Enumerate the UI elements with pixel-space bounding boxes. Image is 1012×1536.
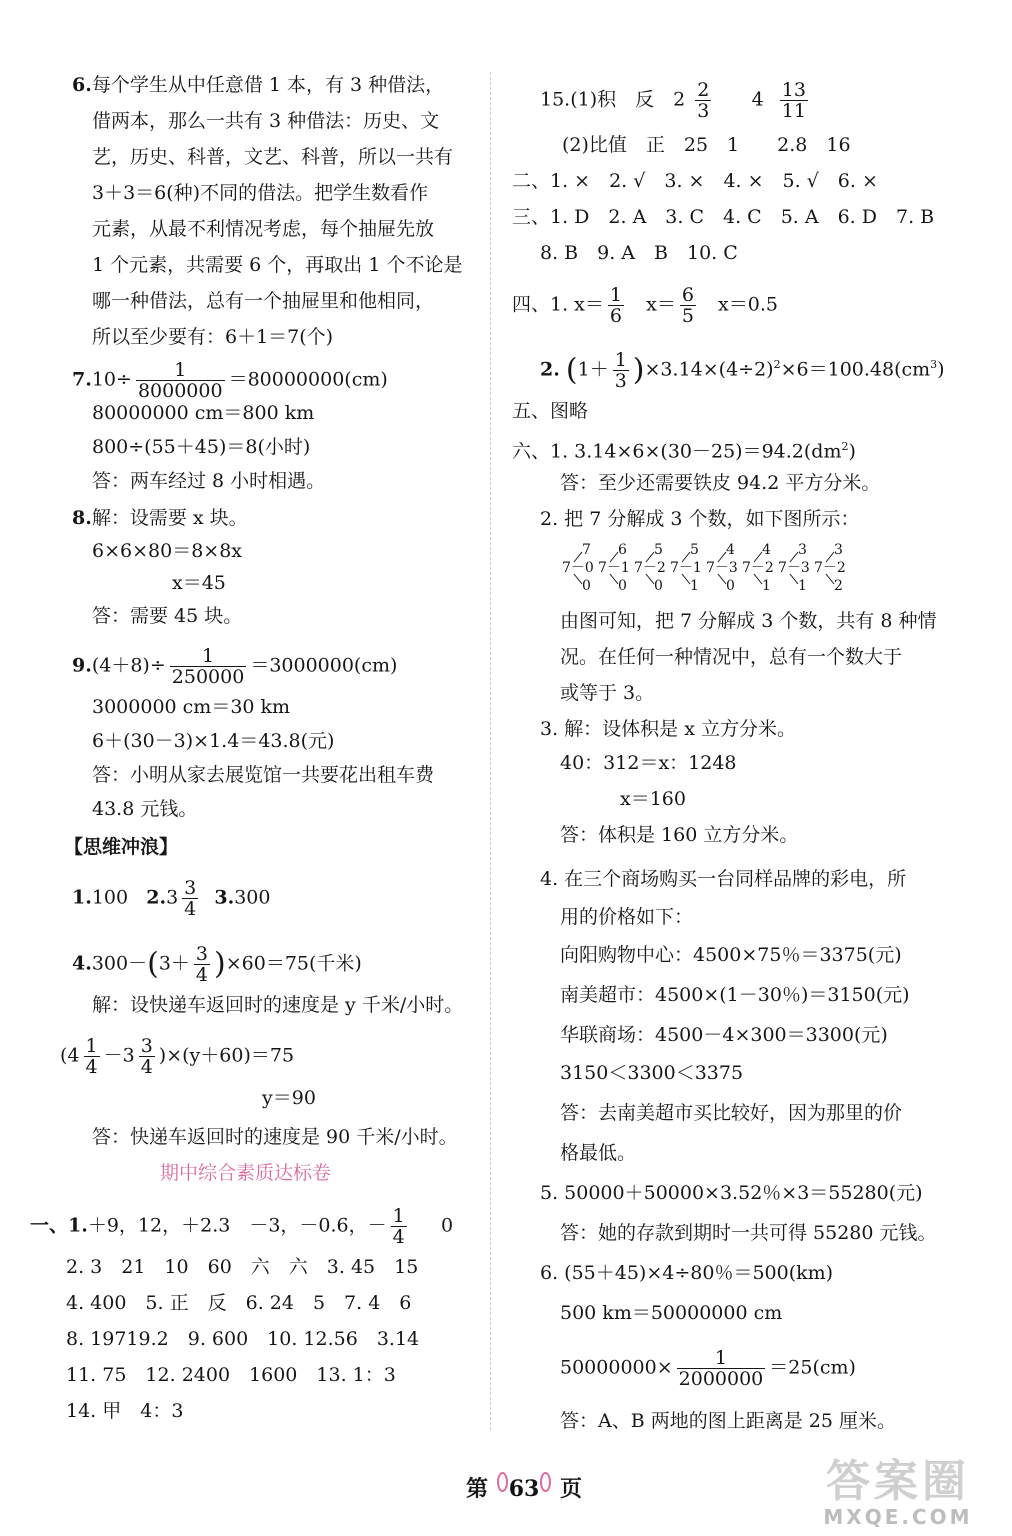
r-q4-line-8: 格最低。: [560, 1142, 637, 1164]
exam-row-4: 8. 19719.2 9. 600 10. 12.56 3.14: [66, 1328, 420, 1350]
r-q6-text-a: 50000000×: [560, 1356, 673, 1379]
section-heading-thinking: 【思维冲浪】: [64, 836, 179, 858]
q6-line-4: 3＋3＝6(种)不同的借法。把学生数看作: [92, 182, 429, 204]
r-q4-line-4: 南美超市：4500×(1－30％)＝3150(元): [560, 984, 910, 1006]
q8-line-4: 答：需要 45 块。: [92, 605, 243, 627]
decomposition-item: [814, 542, 846, 594]
s4-den-2: 5: [681, 305, 694, 327]
r-q4-line-2: 用的价格如下：: [560, 906, 694, 928]
tree-bottom-value: 0: [654, 578, 663, 594]
q9-line-5: 43.8 元钱。: [92, 798, 198, 820]
r-q5-line-2: 答：她的存款到期时一共可得 55280 元钱。: [560, 1222, 937, 1244]
thinking-q4-line-5: 答：快递车返回时的速度是 90 千米/小时。: [92, 1126, 458, 1148]
t4-text-b: 3＋: [158, 952, 190, 975]
s4-num-2: 6: [681, 284, 694, 306]
s6-text: 六、1. 3.14×6×(30－25)＝94.2(dm: [512, 440, 842, 463]
r-q4-line-7: 答：去南美超市买比较好，因为那里的价: [560, 1102, 903, 1124]
tree-top-value: 4: [762, 542, 771, 558]
t3-answer: 300: [234, 886, 271, 909]
q8-number: 8.: [72, 507, 92, 529]
q8-line-2: 6×6×80＝8×8x: [92, 540, 243, 562]
t2-denominator: 4: [184, 898, 197, 920]
exam-row-6: 14. 甲 4：3: [66, 1400, 184, 1422]
watermark-logo: [798, 1458, 998, 1528]
r-q6-line-1: 6. (55＋45)×4÷80％＝500(km): [540, 1262, 834, 1284]
thinking-line-1: [72, 878, 270, 919]
r15-text-a: 15.(1)积 反 2: [540, 88, 686, 111]
tree-split-expression: 7－0: [562, 560, 594, 576]
bunny-ear-icon: [497, 1472, 508, 1492]
q9-line-2: 3000000 cm＝30 km: [92, 696, 291, 718]
s4-x2: x＝: [646, 293, 676, 316]
t4-eq-den-2: 4: [140, 1056, 153, 1078]
section-6-line-1: [512, 434, 856, 464]
r15-num-1: 2: [697, 79, 710, 101]
t4-eq-a: (4: [60, 1044, 80, 1067]
section-3-line-2: 8. B 9. A B 10. C: [540, 242, 738, 264]
tree-top-value: 3: [798, 542, 807, 558]
q6-line-2: 借两本，那么一共有 3 种借法：历史、文: [92, 110, 440, 132]
tree-top-value: 6: [618, 542, 627, 558]
q9-fraction: [170, 646, 247, 687]
t2-fraction: [182, 878, 198, 919]
page-suffix: 页: [559, 1476, 582, 1502]
exam-r1-number: 一、1.: [30, 1214, 88, 1237]
r-q5-line-1: 5. 50000＋50000×3.52％×3＝55280(元): [540, 1182, 923, 1204]
s4-q2-fraction: [613, 350, 629, 391]
r-q3-line-4: 答：体积是 160 立方分米。: [560, 824, 799, 846]
exam-r1-den: 4: [392, 1226, 405, 1248]
paren-close: ): [214, 946, 226, 982]
q9-line-3: 6＋(30－3)×1.4＝43.8(元): [92, 730, 335, 752]
q9-text-b: ＝3000000(cm): [250, 654, 398, 677]
s4-x3: x＝0.5: [718, 293, 778, 316]
decomposition-item: [670, 542, 702, 594]
q7-line-4: 答：两车经过 8 小时相遇。: [92, 470, 326, 492]
q7-text-b: ＝80000000(cm): [228, 368, 388, 391]
tree-top-value: 7: [582, 542, 591, 558]
tree-bottom-value: 0: [726, 578, 735, 594]
tree-top-value: 4: [726, 542, 735, 558]
q9-line-1: [72, 646, 397, 687]
r-q3-line-1: 3. 解：设体积是 x 立方分米。: [540, 718, 796, 740]
s4-den-1: 6: [609, 305, 622, 327]
page-number-value: 63: [508, 1476, 540, 1502]
q7-line-1: [72, 360, 388, 401]
s4-num-1: 1: [609, 284, 622, 306]
r-q6-line-3: [560, 1348, 856, 1389]
decomposition-item: [742, 542, 774, 594]
t2-number: 2.: [146, 886, 167, 909]
r-q2-line-1: 2. 把 7 分解成 3 个数，如下图所示：: [540, 508, 860, 530]
q7-line-3: 800÷(55＋45)＝8(小时): [92, 436, 311, 458]
t2-numerator: 3: [184, 877, 197, 899]
q6-text: 每个学生从中任意借 1 本，有 3 种借法，: [91, 74, 445, 96]
r-q2-line-2: 由图可知，把 7 分解成 3 个数，共有 8 种情: [560, 610, 937, 632]
tree-split-expression: 7－3: [706, 560, 738, 576]
thinking-q4-line-1: [72, 944, 362, 985]
exam-row-3: 4. 400 5. 正 反 6. 24 5 7. 4 6: [66, 1292, 412, 1314]
t1-number: 1.: [72, 886, 92, 909]
q6-line-6: 1 个元素，共需要 6 个，再取出 1 个不论是: [92, 254, 463, 276]
q7-denominator: 8000000: [137, 380, 223, 402]
r15-den-2: 11: [781, 100, 806, 122]
s4-q2-sup-1: 2: [773, 358, 781, 372]
r-q6-den: 2000000: [678, 1368, 764, 1390]
q6-line-7: 哪一种借法，总有一个抽屉里和他相同，: [92, 290, 435, 312]
q9-number: 9.: [72, 654, 92, 677]
r-q4-line-1: 4. 在三个商场购买一台同样品牌的彩电，所: [540, 868, 907, 890]
paren-open: (: [565, 352, 578, 388]
q7-number: 7.: [72, 368, 92, 391]
r-q6-text-b: ＝25(cm): [769, 1356, 856, 1379]
paren-open: (: [147, 946, 159, 982]
t4-text-a: 300－: [91, 952, 148, 975]
t4-eq-num-2: 3: [140, 1035, 153, 1057]
q7-fraction: [136, 360, 225, 401]
section-4-line-1: [512, 285, 778, 326]
thinking-q4-line-2: 解：设快递车返回时的速度是 y 千米/小时。: [92, 994, 464, 1016]
decomposition-item: [778, 542, 810, 594]
column-divider: [490, 72, 491, 1430]
exam-title: 期中综合素质达标卷: [160, 1162, 332, 1184]
r15-line-1: [540, 80, 812, 121]
t4-text-c: ×60＝75(千米): [225, 952, 362, 975]
tree-bottom-value: 1: [762, 578, 771, 594]
r-q4-line-6: 3150＜3300＜3375: [560, 1062, 744, 1084]
t4-numerator: 3: [195, 943, 209, 965]
r-q2-line-3: 况。在任何一种情况中，总有一个数大于: [560, 646, 903, 668]
section-6-line-2: 答：至少还需要铁皮 94.2 平方分米。: [560, 472, 881, 494]
s4-q2-sup-2: 3: [930, 358, 938, 372]
t4-number: 4.: [72, 952, 92, 975]
t4-denominator: 4: [195, 964, 209, 986]
t3-number: 3.: [214, 886, 235, 909]
r-q4-line-3: 向阳购物中心：4500×75％＝3375(元): [560, 944, 902, 966]
r15-text-b: 4: [751, 88, 764, 111]
t4-eq-den-1: 4: [85, 1056, 98, 1078]
q6-number: 6.: [72, 74, 92, 96]
section-4-line-2: [540, 350, 945, 391]
section-5: 五、图略: [512, 400, 589, 422]
q7-text-a: 10÷: [91, 368, 132, 391]
q9-line-4: 答：小明从家去展览馆一共要花出租车费: [92, 764, 435, 786]
exam-r1-text: ＋9，12，＋2.3 －3，－0.6，－: [87, 1214, 387, 1237]
t4-eq-num-1: 1: [85, 1035, 98, 1057]
r15-num-2: 13: [781, 79, 806, 101]
s4-x1: 四、1. x＝: [512, 293, 604, 316]
exam-row-5: 11. 75 12. 2400 1600 13. 1：3: [66, 1364, 396, 1386]
q9-denominator: 250000: [171, 666, 245, 688]
r15-line-2: (2)比值 正 25 1 2.8 16: [562, 134, 851, 156]
t4-eq-fraction-1: [84, 1036, 100, 1077]
q8-line-1: [72, 505, 248, 531]
r15-den-1: 3: [697, 100, 710, 122]
r-q6-line-4: 答：A、B 两地的图上距离是 25 厘米。: [560, 1410, 896, 1432]
tree-top-value: 5: [690, 542, 699, 558]
tree-bottom-value: 1: [798, 578, 807, 594]
s4-fraction-2: [680, 285, 696, 326]
section-3-line-1: 三、1. D 2. A 3. C 4. C 5. A 6. D 7. B: [512, 206, 935, 228]
q6-line-3: 艺，历史、科普，文艺、科普，所以一共有: [92, 146, 454, 168]
r-q4-line-5: 华联商场：4500－4×300＝3300(元): [560, 1024, 888, 1046]
s6-sup: 2: [841, 440, 849, 453]
r15-fraction-2: [780, 80, 808, 121]
decomposition-diagram: [560, 540, 850, 596]
r-q3-line-3: x＝160: [620, 788, 686, 810]
decomposition-item: [598, 542, 630, 594]
r-q2-line-4: 或等于 3。: [560, 682, 655, 704]
s4-q2-a: 1＋: [577, 358, 609, 381]
exam-row-1: [30, 1206, 453, 1247]
page-number: [466, 1472, 582, 1503]
bunny-ear-icon: [540, 1472, 551, 1492]
r-q3-line-2: 40：312＝x：1248: [560, 752, 737, 774]
s4-fraction-1: [608, 285, 624, 326]
t4-eq-c: )×(y＋60)＝75: [158, 1044, 295, 1067]
tree-top-value: 3: [834, 542, 843, 558]
r-q6-line-2: 500 km＝50000000 cm: [560, 1302, 783, 1324]
s4-q2-number: 2.: [540, 358, 560, 381]
q6-line-5: 元素，从最不利情况考虑，每个抽屉先放: [92, 218, 435, 240]
watermark-bottom: MXQE.COM: [823, 1505, 973, 1529]
tree-split-expression: 7－1: [670, 560, 702, 576]
s4-q2-d: ): [937, 358, 945, 381]
watermark-top: 答案圈: [826, 1456, 970, 1507]
tree-bottom-value: 1: [690, 578, 699, 594]
t4-eq-fraction-2: [139, 1036, 155, 1077]
q9-text-a: (4＋8)÷: [91, 654, 166, 677]
r-q6-fraction: [677, 1348, 766, 1389]
tree-bottom-value: 2: [834, 578, 843, 594]
tree-bottom-value: 0: [582, 578, 591, 594]
decomposition-item: [706, 542, 738, 594]
tree-split-expression: 7－3: [778, 560, 810, 576]
t4-eq-b: －3: [103, 1044, 135, 1067]
t4-fraction: [194, 944, 210, 985]
q8-text: 解：设需要 x 块。: [91, 507, 248, 529]
exam-r1-zero: 0: [440, 1214, 454, 1237]
tree-split-expression: 7－2: [634, 560, 666, 576]
exam-r1-fraction: [391, 1206, 407, 1247]
exam-r1-num: 1: [392, 1205, 405, 1227]
s4-q2-b: ×3.14×(4÷2): [644, 358, 774, 381]
exam-row-2: 2. 3 21 10 60 六 六 3. 45 15: [66, 1256, 419, 1278]
tree-top-value: 5: [654, 542, 663, 558]
t2-whole: 3: [166, 886, 179, 909]
q9-numerator: 1: [170, 646, 247, 667]
q6-line-8: 所以至少要有：6＋1＝7(个): [92, 326, 334, 348]
tree-bottom-value: 0: [618, 578, 627, 594]
q7-line-2: 80000000 cm＝800 km: [92, 402, 315, 424]
s4-q2-den: 3: [614, 370, 627, 392]
q6-line-1: [72, 72, 444, 98]
r15-fraction-1: [695, 80, 711, 121]
q7-numerator: 1: [136, 360, 225, 381]
thinking-q4-line-3: [60, 1036, 294, 1077]
r-q6-num: 1: [677, 1348, 766, 1369]
s4-q2-num: 1: [614, 349, 627, 371]
page-prefix: 第: [466, 1476, 489, 1502]
decomposition-item: [634, 542, 666, 594]
decomposition-item: [562, 542, 594, 594]
paren-close: ): [632, 352, 645, 388]
section-2: 二、1. × 2. √ 3. × 4. × 5. √ 6. ×: [512, 170, 878, 192]
s6-end: ): [848, 440, 856, 463]
tree-split-expression: 7－1: [598, 560, 630, 576]
tree-split-expression: 7－2: [742, 560, 774, 576]
thinking-q4-line-4: y＝90: [262, 1087, 316, 1109]
q8-line-3: x＝45: [172, 572, 226, 594]
t1-answer: 100: [91, 886, 129, 909]
s4-q2-c: ×6＝100.48(cm: [780, 358, 931, 381]
tree-split-expression: 7－2: [814, 560, 846, 576]
